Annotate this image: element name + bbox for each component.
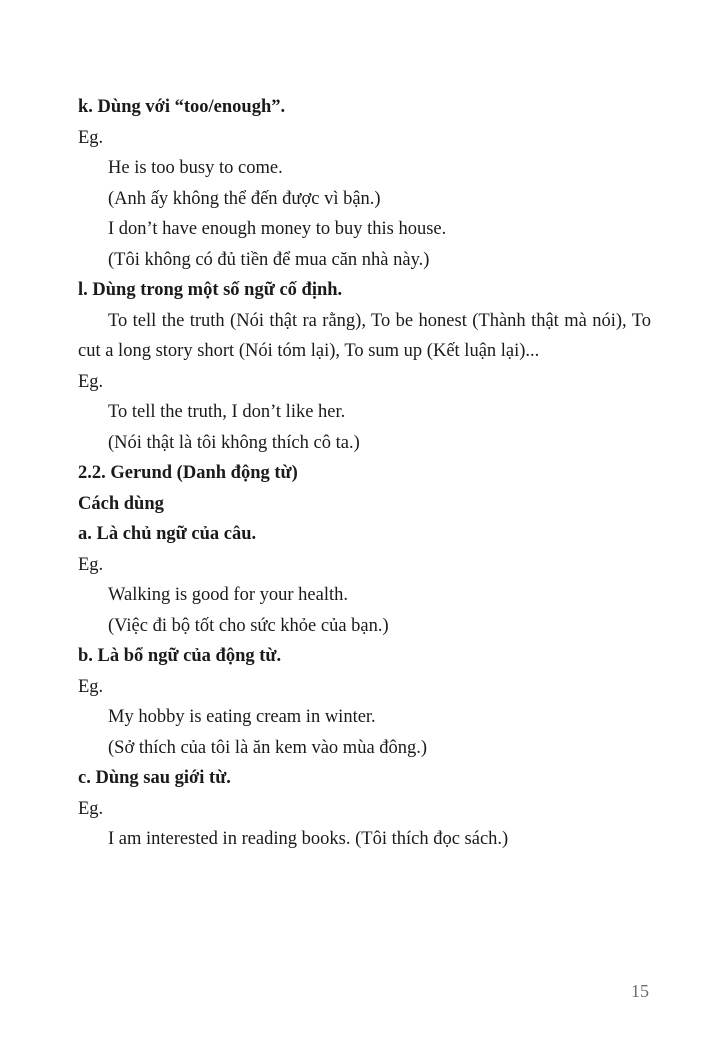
section-heading-gerund: 2.2. Gerund (Danh động từ)	[78, 463, 298, 483]
paragraph-fixed-phrases: To tell the truth (Nói thật ra rằng), To be honest (Thành thật mà nói), To cut a long story short (Nói tóm lại), To sum up (Kết luận lại)...	[78, 310, 651, 361]
page-number: 15	[631, 981, 649, 1001]
example-sentence: He is too busy to come.	[108, 158, 283, 178]
heading-l: l. Dùng trong một số ngữ cố định.	[78, 280, 343, 300]
page-content	[78, 92, 651, 855]
example-label: Eg.	[78, 554, 104, 575]
heading-b: b. Là bổ ngữ của động từ.	[78, 646, 282, 666]
example-label: Eg.	[78, 371, 104, 392]
example-label: Eg.	[78, 676, 104, 697]
example-translation: (Anh ấy không thể đến được vì bận.)	[108, 188, 381, 209]
example-sentence: I don’t have enough money to buy this house.	[108, 219, 447, 239]
heading-a: a. Là chủ ngữ của câu.	[78, 524, 257, 544]
example-sentence: To tell the truth, I don’t like her.	[108, 402, 346, 422]
example-sentence: My hobby is eating cream in winter.	[108, 707, 376, 727]
example-translation: (Tôi không có đủ tiền để mua căn nhà này.)	[108, 249, 430, 270]
example-sentence: I am interested in reading books. (Tôi thích đọc sách.)	[108, 829, 509, 849]
heading-c: c. Dùng sau giới từ.	[78, 768, 231, 788]
example-label: Eg.	[78, 127, 104, 148]
heading-k: k. Dùng với “too/enough”.	[78, 97, 286, 117]
example-sentence: Walking is good for your health.	[108, 585, 348, 605]
example-translation: (Nói thật là tôi không thích cô ta.)	[108, 432, 360, 453]
example-label: Eg.	[78, 798, 104, 819]
example-translation: (Việc đi bộ tốt cho sức khỏe của bạn.)	[108, 615, 389, 636]
example-translation: (Sở thích của tôi là ăn kem vào mùa đông.)	[108, 737, 428, 758]
subsection-heading-usage: Cách dùng	[78, 493, 164, 514]
